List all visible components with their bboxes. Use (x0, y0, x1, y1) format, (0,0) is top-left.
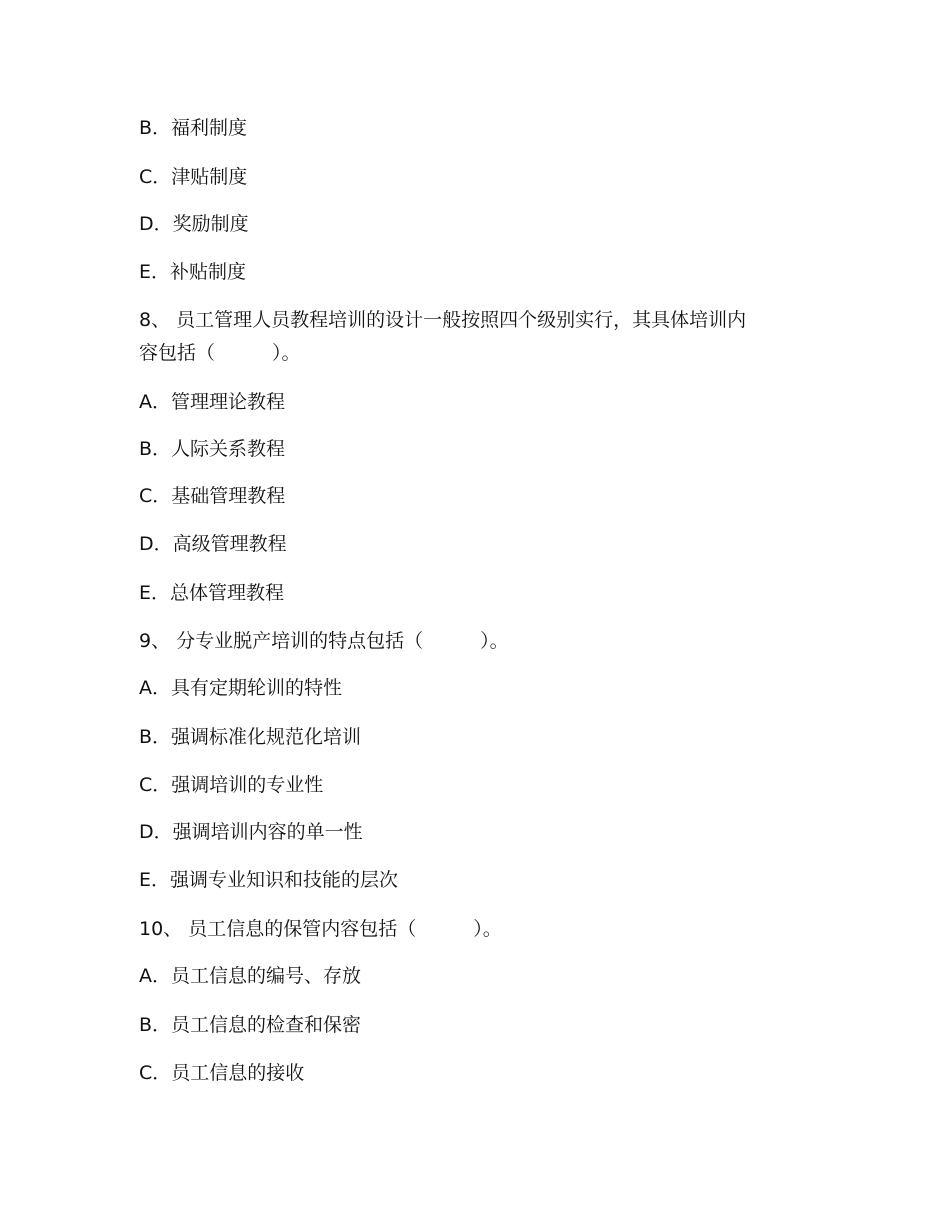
option-b-welfare: B．福利制度 (139, 117, 248, 139)
q9-option-b: B．强调标准化规范化培训 (139, 726, 362, 748)
question-9: 9、 分专业脱产培训的特点包括（ ）。 (139, 630, 509, 652)
q8-option-b: B．人际关系教程 (139, 438, 286, 460)
q8-option-c: C．基础管理教程 (139, 485, 286, 507)
q9-option-a: A．具有定期轮训的特性 (139, 677, 342, 699)
q10-option-a: A．员工信息的编号、存放 (139, 965, 361, 987)
q9-option-e: E．强调专业知识和技能的层次 (139, 869, 399, 891)
q8-option-a: A．管理理论教程 (139, 391, 285, 413)
q10-option-c: C．员工信息的接收 (139, 1062, 305, 1084)
option-d-reward: D．奖励制度 (139, 213, 249, 235)
question-8: 8、 员工管理人员教程培训的设计一般按照四个级别实行，其具体培训内容包括（ ）。 (139, 309, 747, 364)
q8-option-e: E．总体管理教程 (139, 582, 285, 604)
option-c-allowance: C．津贴制度 (139, 166, 248, 188)
option-e-subsidy: E．补贴制度 (139, 261, 247, 283)
q10-option-b: B．员工信息的检查和保密 (139, 1014, 362, 1036)
q8-option-d: D．高级管理教程 (139, 533, 287, 555)
question-10: 10、 员工信息的保管内容包括（ ）。 (139, 918, 502, 940)
q9-option-c: C．强调培训的专业性 (139, 774, 324, 796)
q9-option-d: D．强调培训内容的单一性 (139, 821, 363, 843)
